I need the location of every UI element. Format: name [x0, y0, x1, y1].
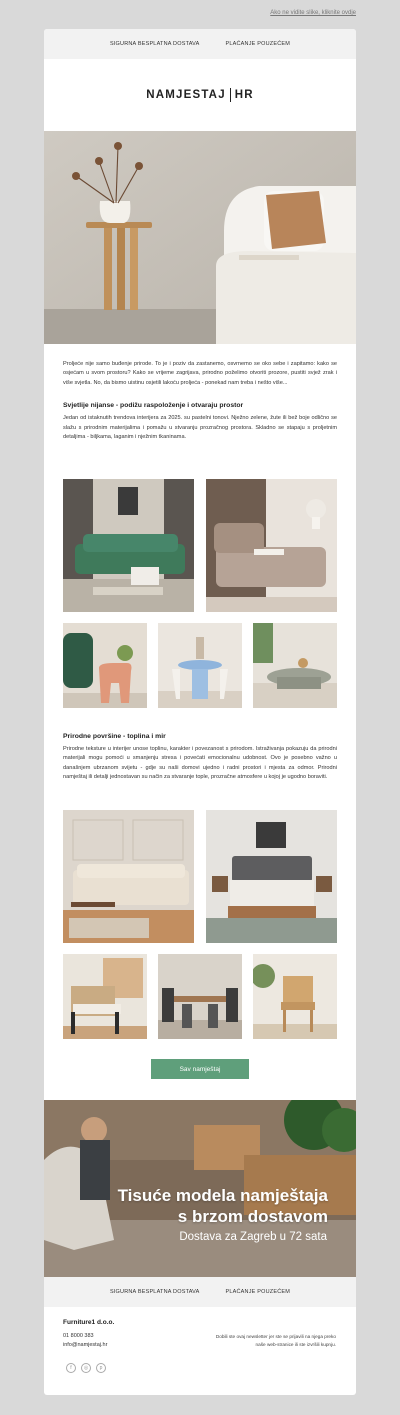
logo-right: HR [234, 89, 254, 101]
wooden-chair-image[interactable] [253, 954, 337, 1039]
intro-text: Proljeće nije samo buđenje prirode. To je i poziv da zastanemo, osvrnemo se oko sebe i zapitamo: kako se osjećam u svom prostoru? Kako se vrijeme zagrijava, prirodno poželimo otvoriti prozore, pustiti svjež zrak i više svjetla. No, da bismo uistinu osjetili lakoću proljeća - ponekad nam treba i nešto više... [63, 361, 337, 386]
top-bar [0, 0, 400, 28]
banner-headline-line2: s brzom dostavom [177, 1207, 328, 1226]
bedroom-image[interactable] [206, 810, 337, 943]
banner-headline-line1: Tisuće modela namještaja [117, 1186, 328, 1205]
company-name: Furniture1 d.o.o. [63, 1319, 115, 1326]
facebook-icon[interactable]: f [66, 1363, 76, 1373]
green-sofa-living-room-image[interactable] [63, 479, 194, 612]
beige-sofa-image[interactable] [63, 810, 194, 943]
logo-divider [230, 88, 231, 102]
newsletter-note: Dobili ste ovaj newsletter jer ste se prijavili na njega preko naše web-stranice ili ste izvršili kupnju. [215, 1334, 336, 1347]
banner-subline: Dostava za Zagreb u 72 sata [179, 1231, 327, 1243]
top-nav [44, 29, 356, 59]
social-icons [66, 1363, 106, 1373]
coffee-table-image[interactable] [253, 623, 337, 708]
logo-left: NAMJESTAJ [146, 89, 226, 101]
nav-free-delivery-bottom[interactable]: SIGURNA BESPLATNA DOSTAVA [109, 1289, 200, 1295]
logo[interactable] [146, 88, 254, 102]
newsletter-card [44, 29, 356, 1395]
delivery-banner[interactable] [44, 1100, 356, 1277]
section2-text: Prirodne teksture u interijer unose toplinu, karakter i povezanost s prirodom. Istraživanja pokazuju da prirodni materijali mogu pomoći u smanjenju stresa i povećati emocionalnu udobnost. Ovo je posebno važno u današnjem ubrzanom svijetu - gdje su naši domovi ujedno i radni prostori i mjesta za odmor. Prirodni namještaj ili detalji jednostavan su način za stvaranje tople, prozračne atmosfere u kojoj je ugodno boraviti. [63, 746, 337, 781]
view-images-link[interactable]: Ako ne vidite slike, kliknite ovdje [270, 10, 356, 16]
email-address[interactable]: info@namjestaj.hr [63, 1342, 108, 1348]
chaise-lounge-image[interactable] [206, 479, 337, 612]
blue-dining-table-image[interactable] [158, 623, 242, 708]
nav-cash-on-delivery-bottom[interactable]: PLAĆANJE POUZEĆEM [225, 1289, 291, 1295]
section1-text: Jedan od istaknutih trendova interijera za 2025. su pastelni tonovi. Nježno zelene, žute ili bež boje odlično se slažu s prirodnim materijalima i pomažu u stvaranju prozračnog prostora. Skladno se stapaju s proljetnim detaljima - biljkama, laganim i nježnim tkaninama. [63, 415, 337, 441]
pinterest-icon[interactable]: p [96, 1363, 106, 1373]
footer [44, 1307, 356, 1395]
nav-cash-on-delivery[interactable]: PLAĆANJE POUZEĆEM [225, 41, 291, 47]
logo-area [44, 59, 356, 131]
instagram-icon[interactable]: ◎ [81, 1363, 91, 1373]
dining-set-image[interactable] [158, 954, 242, 1039]
nav-free-delivery[interactable]: SIGURNA BESPLATNA DOSTAVA [109, 41, 200, 47]
section2-heading: Prirodne površine - toplina i mir [63, 733, 166, 740]
phone-number[interactable]: 01 8000 383 [63, 1333, 94, 1339]
bottom-nav [44, 1277, 356, 1307]
terracotta-side-table-image[interactable] [63, 623, 147, 708]
all-furniture-button[interactable]: Sav namještaj [151, 1059, 249, 1079]
hero-image[interactable] [44, 131, 356, 344]
section1-heading: Svjetlije nijanse - podižu raspoloženje i otvaraju prostor [63, 402, 244, 410]
rattan-armchair-image[interactable] [63, 954, 147, 1039]
